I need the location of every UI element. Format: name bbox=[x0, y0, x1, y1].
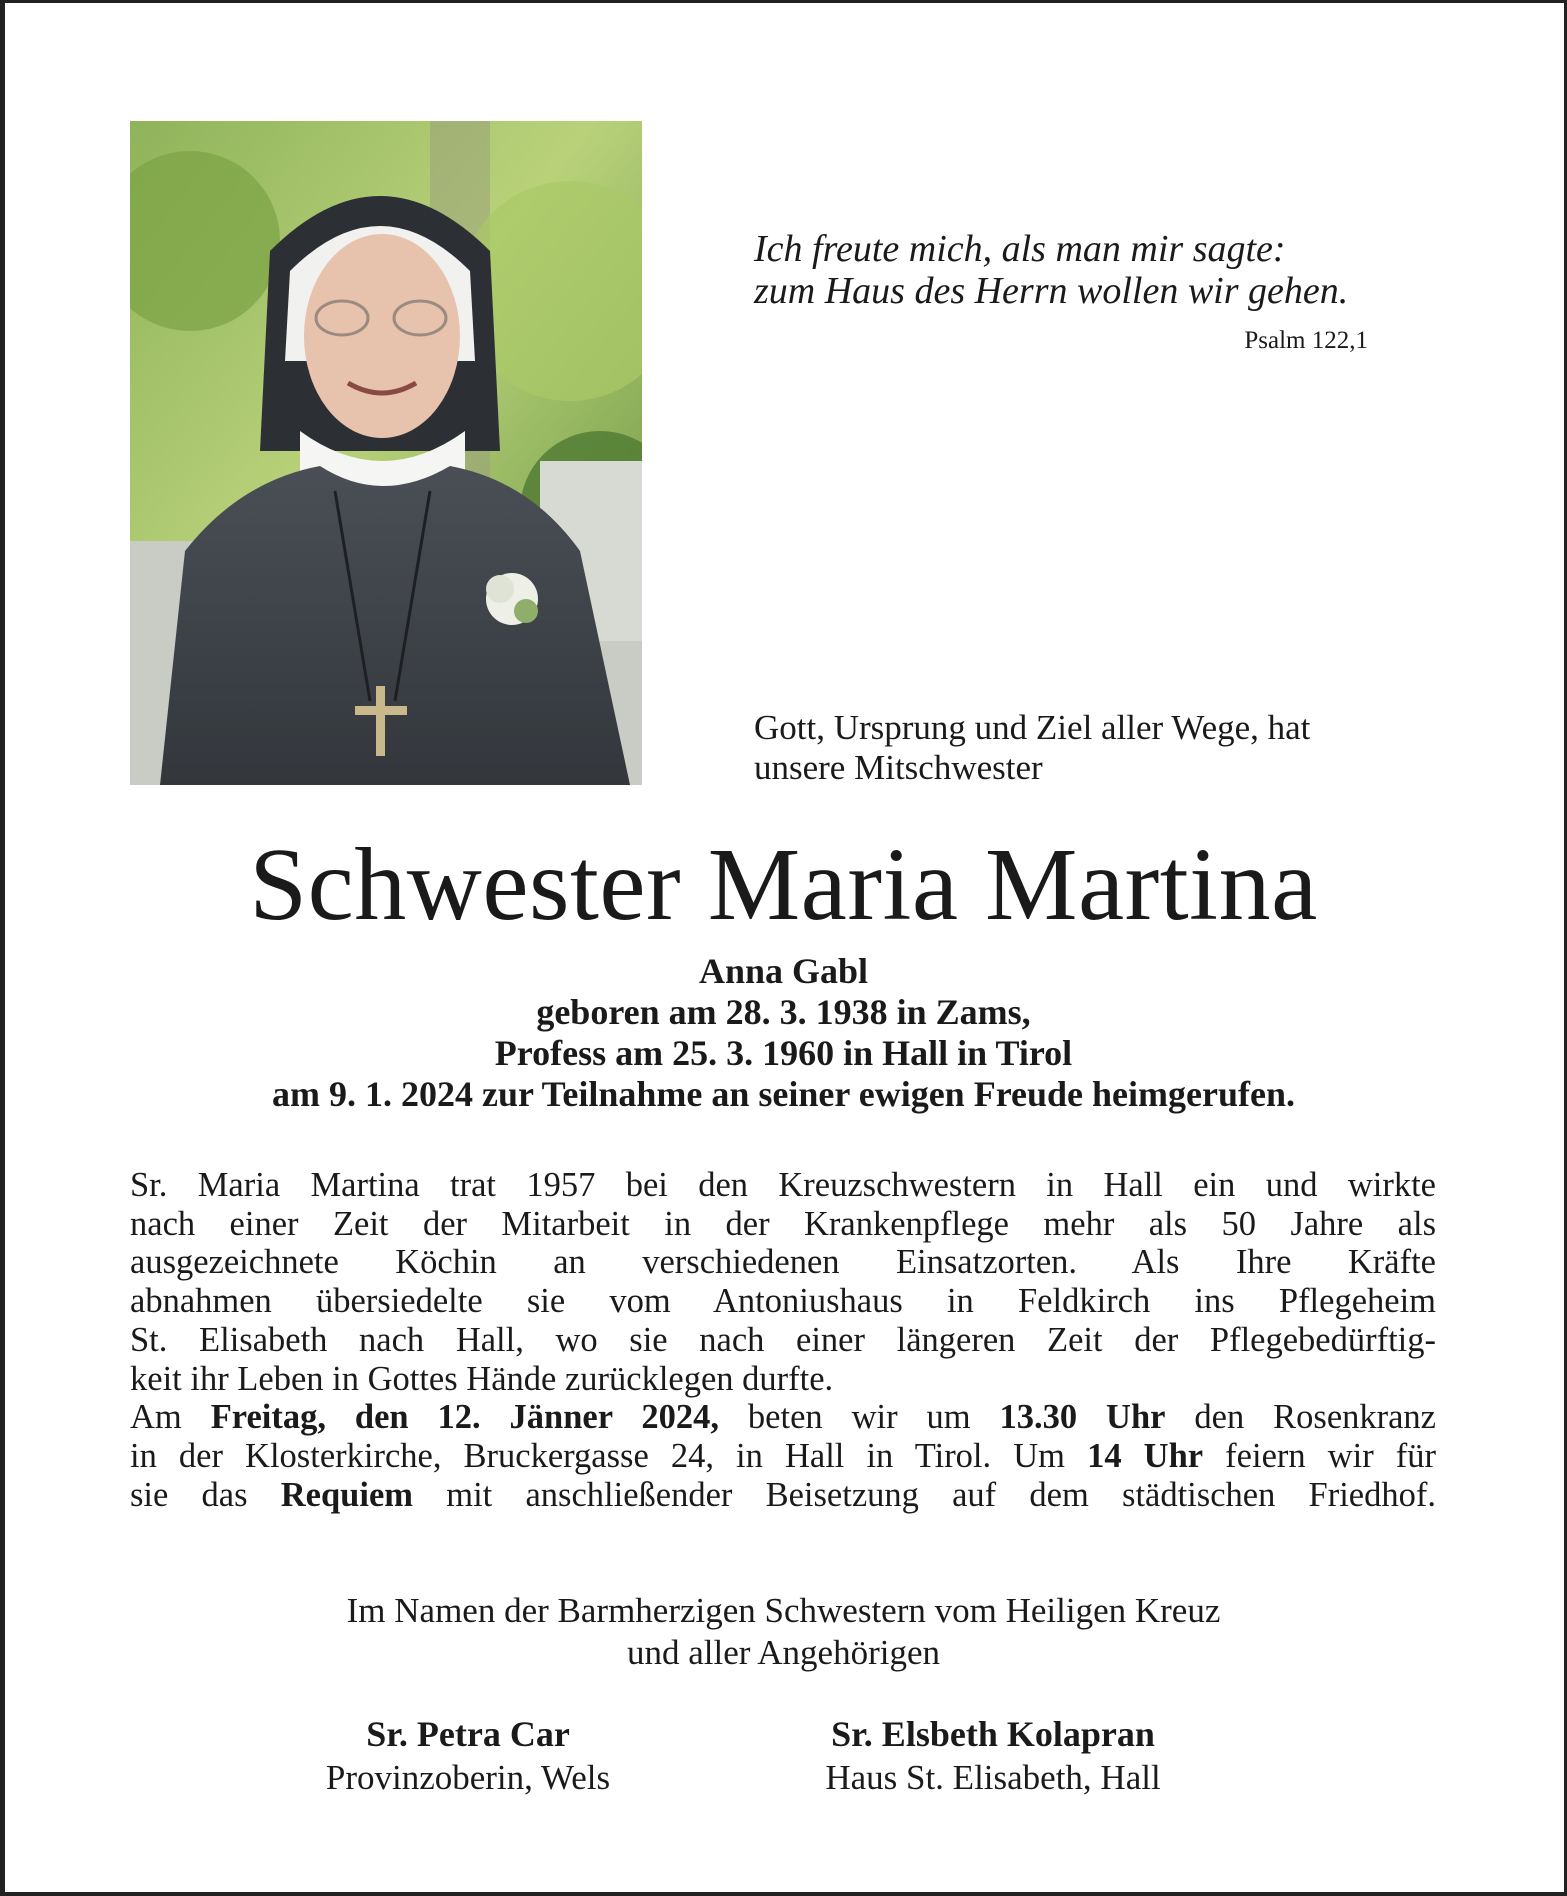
portrait-photo bbox=[130, 121, 642, 785]
service-text: beten wir um bbox=[719, 1398, 1000, 1437]
signatory-role: Haus St. Elisabeth, Hall bbox=[825, 1758, 1161, 1797]
closing-line: und aller Angehörigen bbox=[627, 1633, 940, 1672]
service-line bbox=[130, 1437, 1436, 1476]
biography-line: nach einer Zeit der Mitarbeit in der Krankenpflege mehr als 50 Jahre als bbox=[130, 1204, 1436, 1243]
civil-name: Anna Gabl bbox=[698, 951, 869, 991]
closing-line: Im Namen der Barmherzigen Schwestern vom Heiligen Kreuz bbox=[346, 1591, 1221, 1630]
signatory-name: Sr. Elsbeth Kolapran bbox=[831, 1714, 1155, 1754]
quote-line: Ich freute mich, als man mir sagte: bbox=[754, 228, 1286, 270]
deceased-name: Schwester Maria Martina bbox=[249, 827, 1318, 942]
service-date: Freitag, den 12. Jänner 2024, bbox=[210, 1398, 719, 1437]
service-text: Am bbox=[130, 1398, 211, 1437]
life-dates bbox=[0, 951, 1567, 1115]
service-line bbox=[130, 1398, 1436, 1437]
quote-line: zum Haus des Herrn wollen wir gehen. bbox=[754, 270, 1349, 312]
biography-line: keit ihr Leben in Gottes Hände zurücklegen durfte. bbox=[130, 1359, 834, 1398]
rosary-time: 13.30 Uhr bbox=[999, 1398, 1166, 1437]
intro-line: unsere Mitschwester bbox=[754, 748, 1043, 787]
psalm-quote bbox=[754, 228, 1374, 312]
closing-text bbox=[0, 1590, 1567, 1674]
intro-text bbox=[754, 708, 1474, 788]
called-home-line: am 9. 1. 2024 zur Teilnahme an seiner ewigen Freude heimgerufen. bbox=[272, 1074, 1295, 1114]
service-text: sie das bbox=[130, 1475, 281, 1514]
biography-line: St. Elisabeth nach Hall, wo sie nach einer längeren Zeit der Pflegebedürftig- bbox=[130, 1320, 1436, 1359]
requiem-time: 14 Uhr bbox=[1087, 1436, 1204, 1475]
biography-text bbox=[130, 1166, 1436, 1514]
signatory-right bbox=[683, 1712, 1303, 1800]
requiem-label: Requiem bbox=[280, 1475, 414, 1514]
profess-line: Profess am 25. 3. 1960 in Hall in Tirol bbox=[494, 1033, 1073, 1073]
biography-line: Sr. Maria Martina trat 1957 bei den Kreuzschwestern in Hall ein und wirkte bbox=[130, 1166, 1436, 1204]
signatory-role: Provinzoberin, Wels bbox=[325, 1758, 611, 1797]
service-text: feiern wir für bbox=[1203, 1436, 1437, 1475]
intro-line: Gott, Ursprung und Ziel aller Wege, hat bbox=[754, 708, 1311, 747]
biography-line: ausgezeichnete Köchin an verschiedenen Einsatzorten. Als Ihre Kräfte bbox=[130, 1243, 1436, 1282]
service-text: den Rosenkranz bbox=[1165, 1398, 1436, 1437]
signatory-name: Sr. Petra Car bbox=[366, 1714, 570, 1754]
service-text: mit anschließender Beisetzung auf dem städtischen Friedhof. bbox=[413, 1475, 1436, 1514]
biography-line: abnahmen übersiedelte sie vom Antoniushaus in Feldkirch ins Pflegeheim bbox=[130, 1282, 1436, 1321]
service-line bbox=[130, 1476, 1436, 1515]
birth-line: geboren am 28. 3. 1938 in Zams, bbox=[536, 992, 1031, 1032]
quote-reference: Psalm 122,1 bbox=[1244, 327, 1368, 354]
service-text: in der Klosterkirche, Bruckergasse 24, in Hall in Tirol. Um bbox=[130, 1436, 1088, 1475]
